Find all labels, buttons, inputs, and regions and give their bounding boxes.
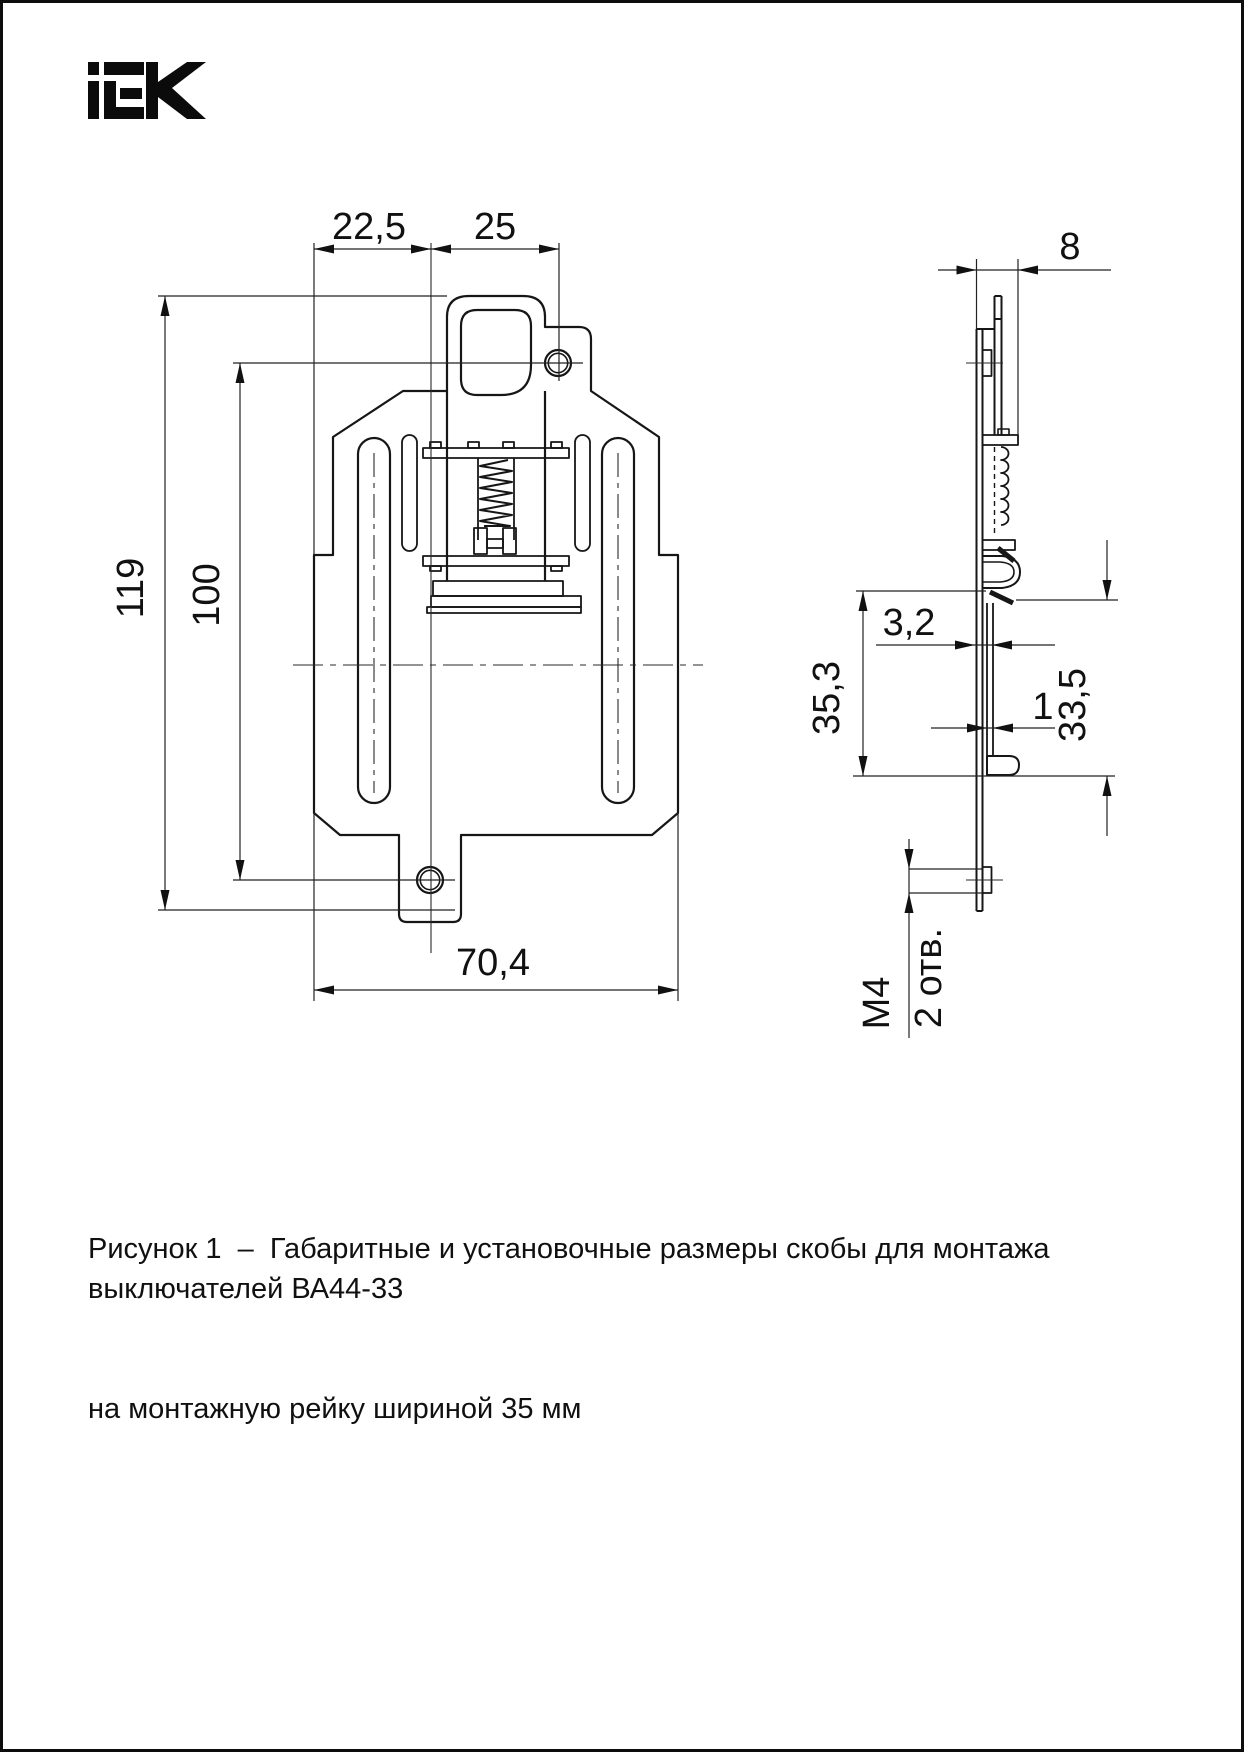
- dim-top-widths: [314, 206, 559, 555]
- dim-height-mounting-text: 100: [186, 563, 228, 627]
- leader-holes-text: 2 отв.: [908, 927, 950, 1029]
- movable-tab-right: [551, 566, 562, 571]
- rail-hook-lower: [987, 756, 1019, 775]
- logo-e-mid: [120, 88, 142, 99]
- dim-depth: [938, 226, 1111, 435]
- dim-height-overall: [110, 296, 455, 910]
- side-center-ticks: [966, 363, 1003, 880]
- coil-spring: [480, 460, 512, 526]
- leader-m4: [856, 839, 982, 1038]
- figure-caption-line1: Рисунок 1 – Габаритные и установочные размеры скобы для монтажа выключателей ВА44-33: [88, 1233, 1058, 1305]
- dim-width-bottom: [314, 813, 678, 1001]
- fixed-plate: [423, 448, 569, 458]
- latch-tooth-lower: [990, 592, 1013, 603]
- dim-clip-left-text: 35,3: [806, 661, 848, 735]
- dim-width-bottom-text: 70,4: [456, 942, 530, 984]
- dim-clip-right-text: 33,5: [1052, 668, 1094, 742]
- latch-plate-upper: [433, 581, 563, 596]
- dim-width-left: 22,5: [332, 206, 406, 248]
- front-dimensions: [110, 206, 678, 1001]
- dim-depth-text: 8: [1059, 226, 1081, 268]
- dim-offset-text: 3,2: [882, 602, 936, 644]
- coil-spring-side: [1001, 447, 1009, 525]
- logo-e-bottom: [104, 107, 144, 119]
- iek-logo: [88, 62, 206, 119]
- rail-nose-inner: [983, 562, 1015, 582]
- side-dimensions: [806, 226, 1118, 1038]
- dim-width-right: 25: [473, 206, 517, 248]
- logo-i-body: [88, 81, 99, 119]
- dim-clip-right: [1016, 540, 1118, 836]
- logo-e-top: [104, 62, 144, 75]
- slider-tab-left: [474, 528, 487, 554]
- latch-plate-lower: [431, 596, 581, 607]
- dim-offset: [876, 602, 1055, 650]
- bracket-body-outline: [314, 296, 678, 922]
- plate-tab-2: [468, 442, 479, 448]
- front-center-lines: [293, 243, 703, 953]
- slider-bridge: [487, 539, 503, 548]
- leader-thread-text: M4: [856, 976, 898, 1030]
- slot-inner-right: [575, 435, 590, 551]
- plate-tab-1: [430, 442, 441, 448]
- side-view: [966, 296, 1020, 911]
- figure-caption-line2: на монтажную рейку шириной 35 мм: [88, 1393, 582, 1425]
- handle-inner-slot: [461, 310, 531, 395]
- figure-caption: [88, 1149, 1208, 1509]
- plate-tab-4: [551, 442, 562, 448]
- fixed-plate-side: [983, 435, 1019, 445]
- dim-height-overall-text: 119: [110, 557, 152, 619]
- logo-i-dot: [88, 62, 99, 75]
- movable-tab-left: [430, 566, 441, 571]
- movable-plate: [423, 556, 569, 566]
- front-view: [293, 243, 703, 953]
- dim-thickness-text: 1: [1032, 686, 1054, 728]
- latch-base-strip: [427, 607, 581, 613]
- plate-tab-3: [503, 442, 514, 448]
- logo-k: [146, 62, 206, 119]
- slot-inner-left: [402, 435, 417, 551]
